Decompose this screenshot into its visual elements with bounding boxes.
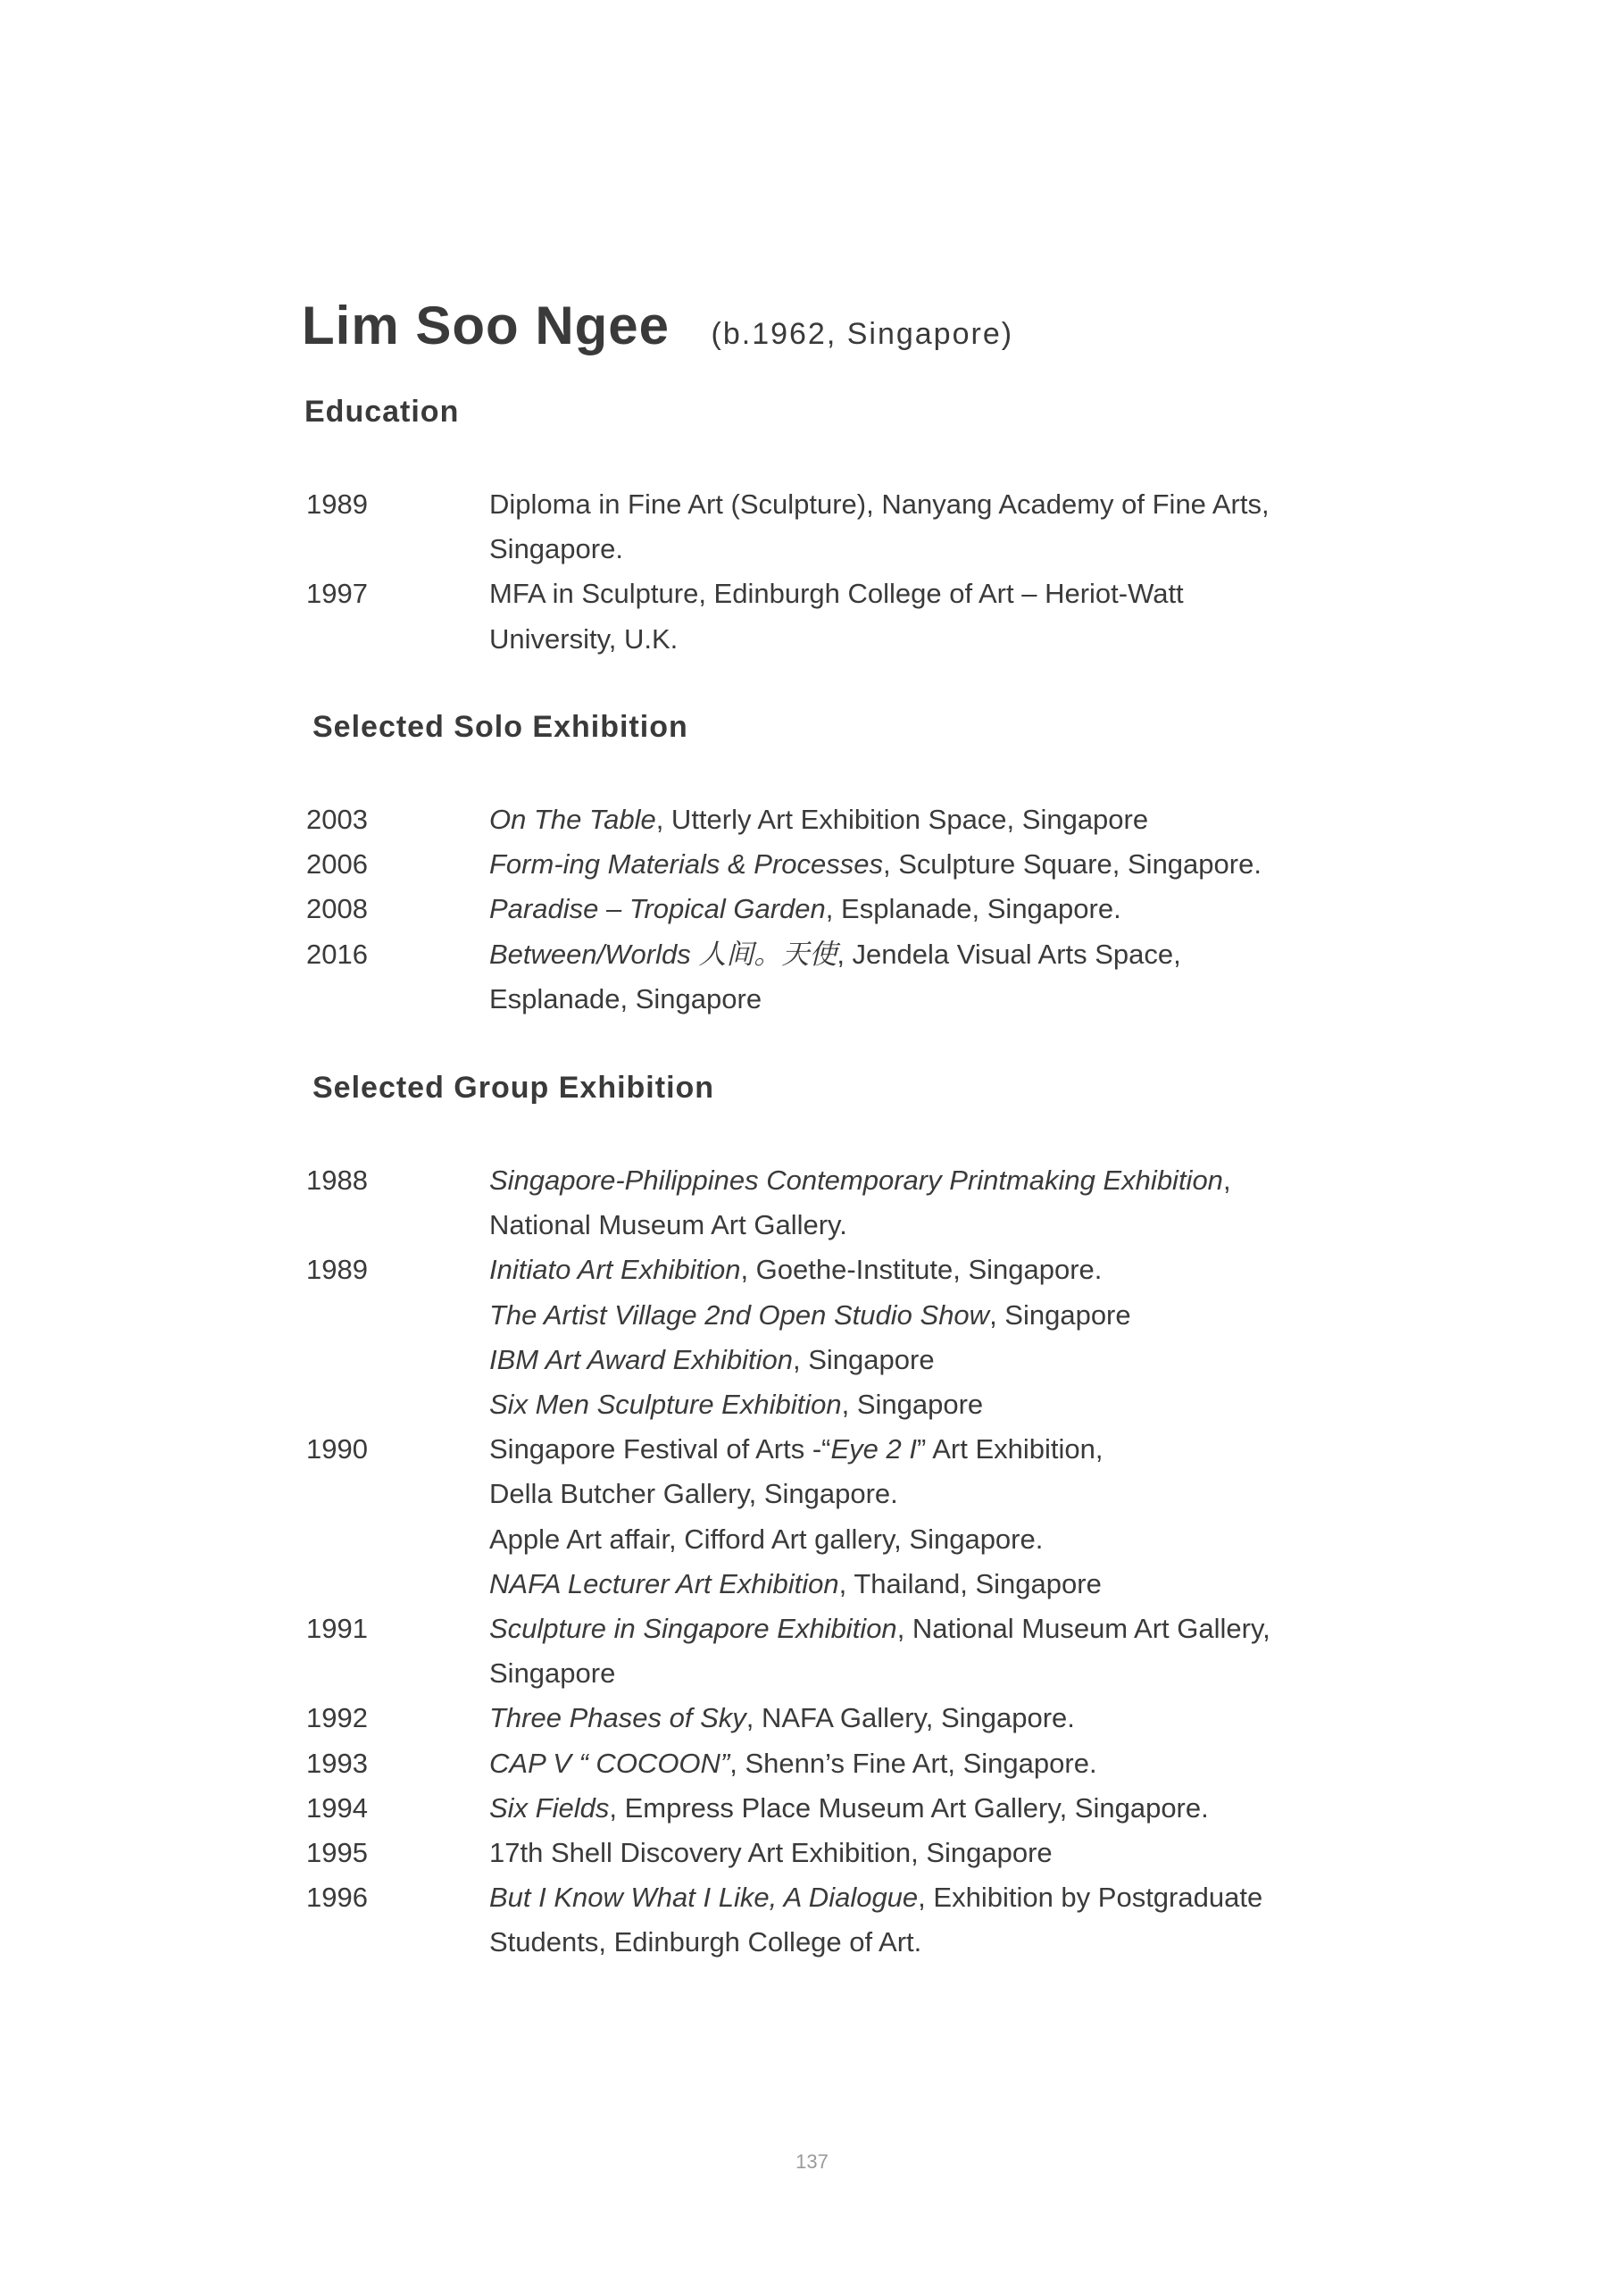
entry-detail: National Museum Art Gallery.: [489, 1209, 847, 1241]
entry-detail: Apple Art affair, Cifford Art gallery, Singapore.: [489, 1523, 1044, 1555]
exhibition-title: Eye 2 I: [830, 1433, 917, 1465]
entry-text: [489, 572, 1184, 616]
entry-detail: , Shenn’s Fine Art, Singapore.: [729, 1747, 1097, 1779]
entry-text: [489, 1472, 898, 1516]
entry-text: [489, 1248, 1102, 1292]
entry-year: 1994: [306, 1791, 368, 1824]
artist-name: Lim Soo Ngee: [302, 296, 670, 355]
entry-text: [489, 527, 623, 572]
entry-text: [489, 1741, 1097, 1786]
entry-detail: Singapore Festival of Arts -“: [489, 1433, 831, 1465]
entry-text: [489, 1203, 847, 1248]
entry-detail: , Singapore: [989, 1298, 1131, 1331]
entry-year: 1990: [306, 1433, 368, 1465]
entry-text: [489, 1338, 935, 1382]
exhibition-title: The Artist Village 2nd Open Studio Show: [489, 1298, 990, 1331]
exhibition-title: Between/Worlds 人间。天使: [489, 938, 837, 970]
entry-year: 1989: [306, 488, 368, 520]
page-number: 137: [795, 2150, 829, 2173]
entry-detail: Singapore: [489, 1657, 616, 1690]
entry-year: 2003: [306, 804, 368, 835]
entry-detail: , Utterly Art Exhibition Space, Singapore: [655, 804, 1149, 835]
entry-year: 1991: [306, 1613, 368, 1644]
entry-detail: Esplanade, Singapore: [489, 982, 762, 1014]
entry-detail: ,: [1222, 1165, 1231, 1196]
entry-detail: University, U.K.: [489, 622, 679, 655]
birth-info: (b.1962, Singapore): [711, 317, 1014, 351]
entry-text: [489, 1382, 983, 1427]
entry-detail: Diploma in Fine Art (Sculpture), Nanyang Academy of Fine Arts,: [489, 488, 1270, 520]
entry-year: 1992: [306, 1702, 368, 1734]
entry-detail: , Exhibition by Postgraduate: [918, 1882, 1263, 1914]
exhibition-title: On The Table: [489, 804, 656, 835]
entry-detail: MFA in Sculpture, Edinburgh College of Art – Heriot-Watt: [489, 578, 1184, 610]
exhibition-title: Singapore-Philippines Contemporary Printmaking Exhibition: [489, 1165, 1223, 1196]
entry-text: [489, 617, 678, 662]
entry-detail: Singapore.: [489, 533, 623, 565]
entry-detail: , National Museum Art Gallery,: [896, 1613, 1270, 1644]
exhibition-title: Form-ing Materials & Processes: [489, 848, 884, 881]
entry-detail: , Singapore: [793, 1343, 935, 1375]
entry-text: [489, 977, 762, 1022]
entry-text: [489, 482, 1270, 527]
cv-header: [302, 295, 1013, 356]
entry-year: 2008: [306, 893, 368, 925]
entry-year: 1988: [306, 1165, 368, 1196]
education-heading: Education: [304, 395, 460, 429]
entry-text: [489, 1562, 1102, 1607]
entry-year: 2016: [306, 938, 368, 970]
exhibition-title: Initiato Art Exhibition: [489, 1254, 741, 1286]
entry-year: 1989: [306, 1254, 368, 1286]
exhibition-title: Six Fields: [489, 1791, 610, 1824]
solo-exhibition-heading: Selected Solo Exhibition: [312, 710, 688, 744]
entry-year: 2006: [306, 848, 368, 881]
entry-text: [489, 1875, 1262, 1920]
entry-text: [489, 797, 1148, 842]
entry-text: [489, 1293, 1131, 1338]
exhibition-title: IBM Art Award Exhibition: [489, 1343, 793, 1375]
entry-detail: , Sculpture Square, Singapore.: [883, 848, 1262, 881]
entry-detail: ” Art Exhibition,: [917, 1433, 1103, 1465]
entry-text: [489, 932, 1181, 977]
exhibition-title: Sculpture in Singapore Exhibition: [489, 1613, 897, 1644]
entry-text: [489, 1427, 1103, 1472]
entry-text: [489, 1651, 615, 1696]
entry-detail: , Thailand, Singapore: [838, 1567, 1102, 1599]
entry-detail: Students, Edinburgh College of Art.: [489, 1926, 922, 1958]
entry-detail: , Empress Place Museum Art Gallery, Singapore.: [609, 1791, 1209, 1824]
entry-text: [489, 1696, 1075, 1741]
exhibition-title: CAP V “ COCOON”: [489, 1747, 730, 1779]
entry-detail: , Esplanade, Singapore.: [825, 893, 1121, 925]
entry-year: 1995: [306, 1837, 368, 1868]
entry-detail: , Goethe-Institute, Singapore.: [740, 1254, 1103, 1286]
exhibition-title: Paradise – Tropical Garden: [489, 893, 826, 925]
exhibition-title: NAFA Lecturer Art Exhibition: [489, 1567, 839, 1599]
entry-year: 1997: [306, 578, 368, 610]
entry-detail: , NAFA Gallery, Singapore.: [745, 1702, 1075, 1734]
entry-detail: Della Butcher Gallery, Singapore.: [489, 1478, 898, 1510]
entry-detail: , Singapore: [841, 1389, 984, 1420]
entry-text: [489, 1607, 1270, 1651]
entry-text: [489, 1786, 1209, 1831]
entry-text: [489, 1517, 1043, 1562]
entry-text: [489, 842, 1262, 887]
entry-text: [489, 1920, 921, 1965]
entry-detail: 17th Shell Discovery Art Exhibition, Singapore: [489, 1837, 1053, 1868]
entry-text: [489, 887, 1121, 931]
entry-text: [489, 1831, 1053, 1875]
entry-year: 1993: [306, 1747, 368, 1779]
entry-detail: , Jendela Visual Arts Space,: [837, 938, 1181, 970]
entry-year: 1996: [306, 1882, 368, 1914]
group-exhibition-heading: Selected Group Exhibition: [312, 1071, 715, 1105]
exhibition-title: Three Phases of Sky: [489, 1702, 746, 1734]
entry-text: [489, 1158, 1231, 1203]
exhibition-title: But I Know What I Like, A Dialogue: [489, 1882, 919, 1914]
exhibition-title: Six Men Sculpture Exhibition: [489, 1389, 842, 1420]
